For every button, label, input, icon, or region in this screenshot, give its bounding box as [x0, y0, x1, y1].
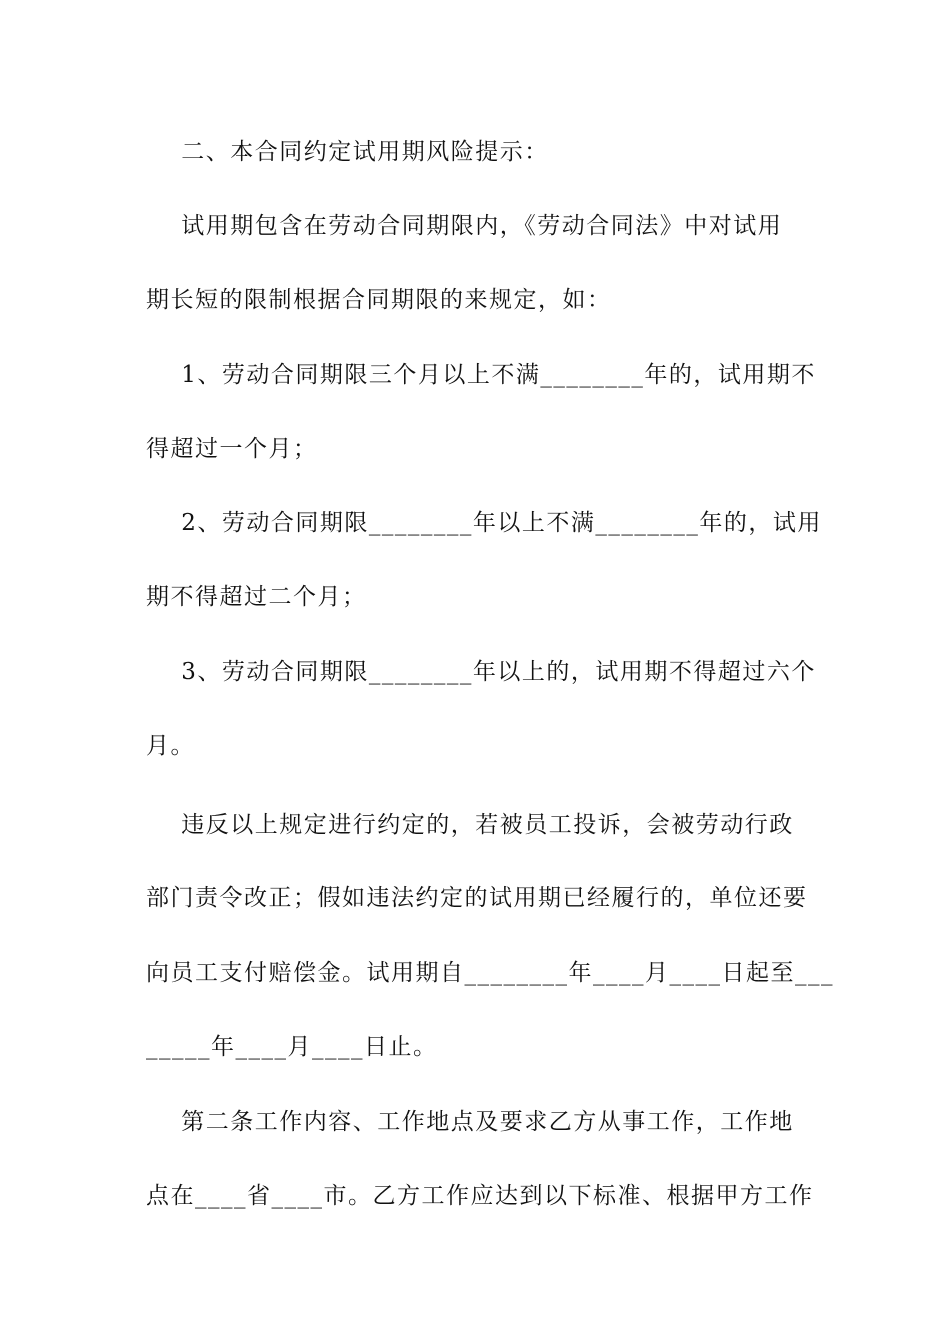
- text-line: 月。: [146, 733, 195, 759]
- text-line: 2、劳动合同期限________年以上不满________年的，试用: [146, 510, 822, 536]
- text-line: 向员工支付赔偿金。试用期自________年____月____日起至___: [146, 960, 834, 986]
- text-line: 1、劳动合同期限三个月以上不满________年的，试用期不: [146, 362, 816, 388]
- text-line: _____年____月____日止。: [146, 1034, 438, 1060]
- text-line: 第二条工作内容、工作地点及要求乙方从事工作，工作地: [146, 1109, 794, 1135]
- text-line: 3、劳动合同期限________年以上的，试用期不得超过六个: [146, 659, 816, 685]
- text-line: 期长短的限制根据合同期限的来规定，如：: [146, 287, 612, 313]
- text-line: 违反以上规定进行约定的，若被员工投诉，会被劳动行政: [146, 812, 794, 838]
- text-line: 点在____省____市。乙方工作应达到以下标准、根据甲方工作: [146, 1183, 814, 1209]
- text-line: 试用期包含在劳动合同期限内，《劳动合同法》中对试用: [146, 213, 783, 239]
- text-line: 二、本合同约定试用期风险提示：: [146, 139, 549, 165]
- text-line: 部门责令改正；假如违法约定的试用期已经履行的，单位还要: [146, 885, 808, 911]
- text-line: 期不得超过二个月；: [146, 584, 367, 610]
- text-line: 得超过一个月；: [146, 436, 318, 462]
